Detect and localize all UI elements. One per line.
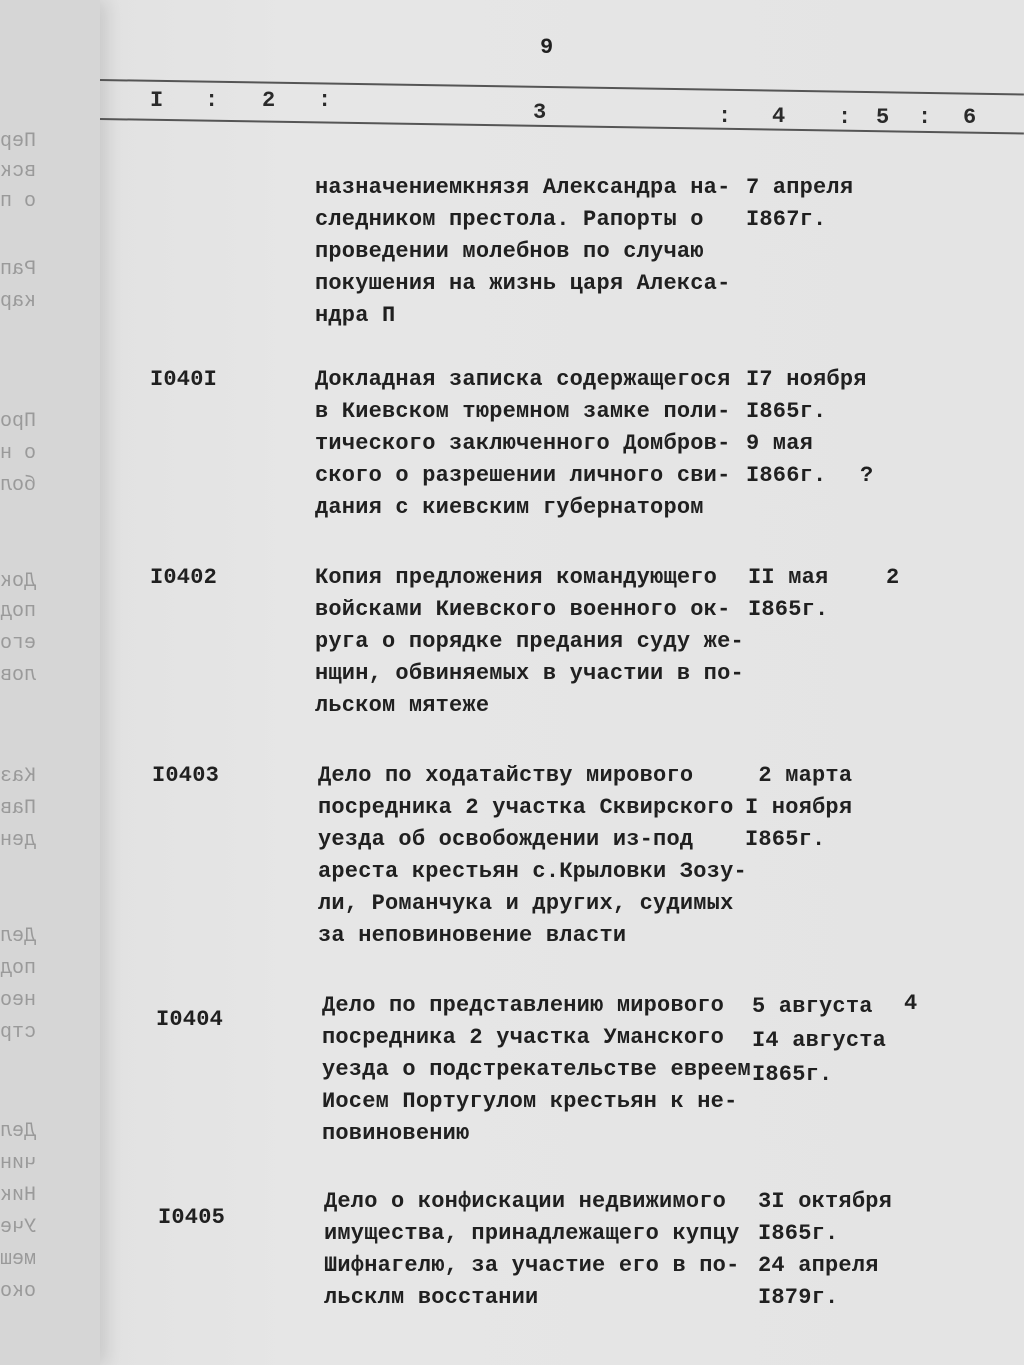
bleed-text: его bbox=[0, 632, 37, 655]
bleed-text: Дел bbox=[0, 925, 37, 948]
bleed-text: ден bbox=[0, 829, 37, 852]
entry-id: I040I bbox=[150, 367, 218, 392]
column-separator: : bbox=[838, 105, 852, 130]
bleed-text: вск bbox=[0, 160, 37, 183]
entry-description: Докладная записка содержащегося в Киевском тюремном замке поли- тического заключенного Домбров- ского о разрешении личного сви- дания с киевским губернатором bbox=[315, 367, 731, 520]
bleed-text: Пер bbox=[0, 130, 37, 153]
entry-dates: 2 марта I ноября I865г. bbox=[745, 763, 853, 852]
entry-id: I0404 bbox=[156, 1007, 224, 1032]
header-top-rule bbox=[100, 79, 1024, 96]
bleed-text: Про bbox=[0, 410, 37, 433]
entry-note: 2 bbox=[886, 565, 900, 590]
column-4: 4 bbox=[772, 104, 786, 129]
bleed-text: Док bbox=[0, 570, 37, 593]
page-number: 9 bbox=[540, 35, 554, 60]
entry-dates: 5 августа I4 августа I865г. bbox=[752, 994, 887, 1087]
bleed-text: Каз bbox=[0, 765, 37, 788]
bleed-text: под bbox=[0, 957, 37, 980]
entry-id: I0405 bbox=[158, 1205, 226, 1230]
bleed-text: о н bbox=[0, 442, 37, 465]
column-5: 5 bbox=[876, 105, 890, 130]
bleed-text: лов bbox=[0, 664, 37, 687]
entry-description: Дело по представлению мирового посредника 2 участка Уманского уезда о подстрекательстве евреем Иосем Португулом крестьян к не- повиновению bbox=[322, 993, 751, 1146]
column-2: 2 bbox=[262, 88, 276, 113]
entry-dates: II мая I865г. bbox=[748, 565, 829, 622]
bleed-text: чин bbox=[0, 1152, 37, 1175]
bleed-text: Ник bbox=[0, 1184, 37, 1207]
bleed-text: бол bbox=[0, 474, 37, 497]
entry-dates: I7 ноября I865г. 9 мая I866г. bbox=[746, 367, 867, 488]
bleed-text: нео bbox=[0, 989, 37, 1012]
bleed-text: око bbox=[0, 1280, 37, 1303]
column-separator: : bbox=[718, 104, 732, 129]
bleed-text: меш bbox=[0, 1248, 37, 1271]
bleed-text: кар bbox=[0, 290, 37, 313]
bleed-text: Дел bbox=[0, 1120, 37, 1143]
entry-dates: 7 апреля I867г. bbox=[746, 175, 854, 232]
column-separator: : bbox=[205, 88, 219, 113]
bleed-text: под bbox=[0, 600, 37, 623]
bleed-text: о п bbox=[0, 190, 37, 213]
column-separator: : bbox=[918, 105, 932, 130]
bleed-text: Пав bbox=[0, 797, 37, 820]
entry-description: Дело по ходатайству мирового посредника 2 участка Сквирского уезда об освобождении из-под ареста крестьян с.Крыловки Зозу- ли, Романчука и других, судимых за неповиновение власти bbox=[318, 763, 747, 948]
left-page-edge bbox=[0, 0, 100, 1365]
column-1: I bbox=[150, 88, 164, 113]
entry-note: 4 bbox=[904, 991, 918, 1016]
bleed-text: Уче bbox=[0, 1216, 37, 1239]
entry-note: ? bbox=[860, 463, 874, 488]
entry-description: назначениемкнязя Александра на- следником престола. Рапорты о проведении молебнов по случаю покушения на жизнь царя Алекса- ндра П bbox=[315, 175, 731, 328]
entry-id: I0403 bbox=[152, 763, 220, 788]
entry-description: Копия предложения командующего войсками Киевского военного ок- руга о порядке предания суду же- нщин, обвиняемых в участии в по- льском мятеже bbox=[315, 565, 744, 718]
column-3: 3 bbox=[533, 100, 547, 125]
bleed-text: стр bbox=[0, 1021, 37, 1044]
column-separator: : bbox=[318, 88, 332, 113]
entry-dates: 3I октября I865г. 24 апреля I879г. bbox=[758, 1189, 893, 1310]
bleed-text: Рап bbox=[0, 258, 37, 281]
entry-id: I0402 bbox=[150, 565, 218, 590]
entry-description: Дело о конфискации недвижимого имущества, принадлежащего купцу Шифнагелю, за участие его в по- льсклм восстании bbox=[324, 1189, 740, 1310]
column-6: 6 bbox=[963, 105, 977, 130]
